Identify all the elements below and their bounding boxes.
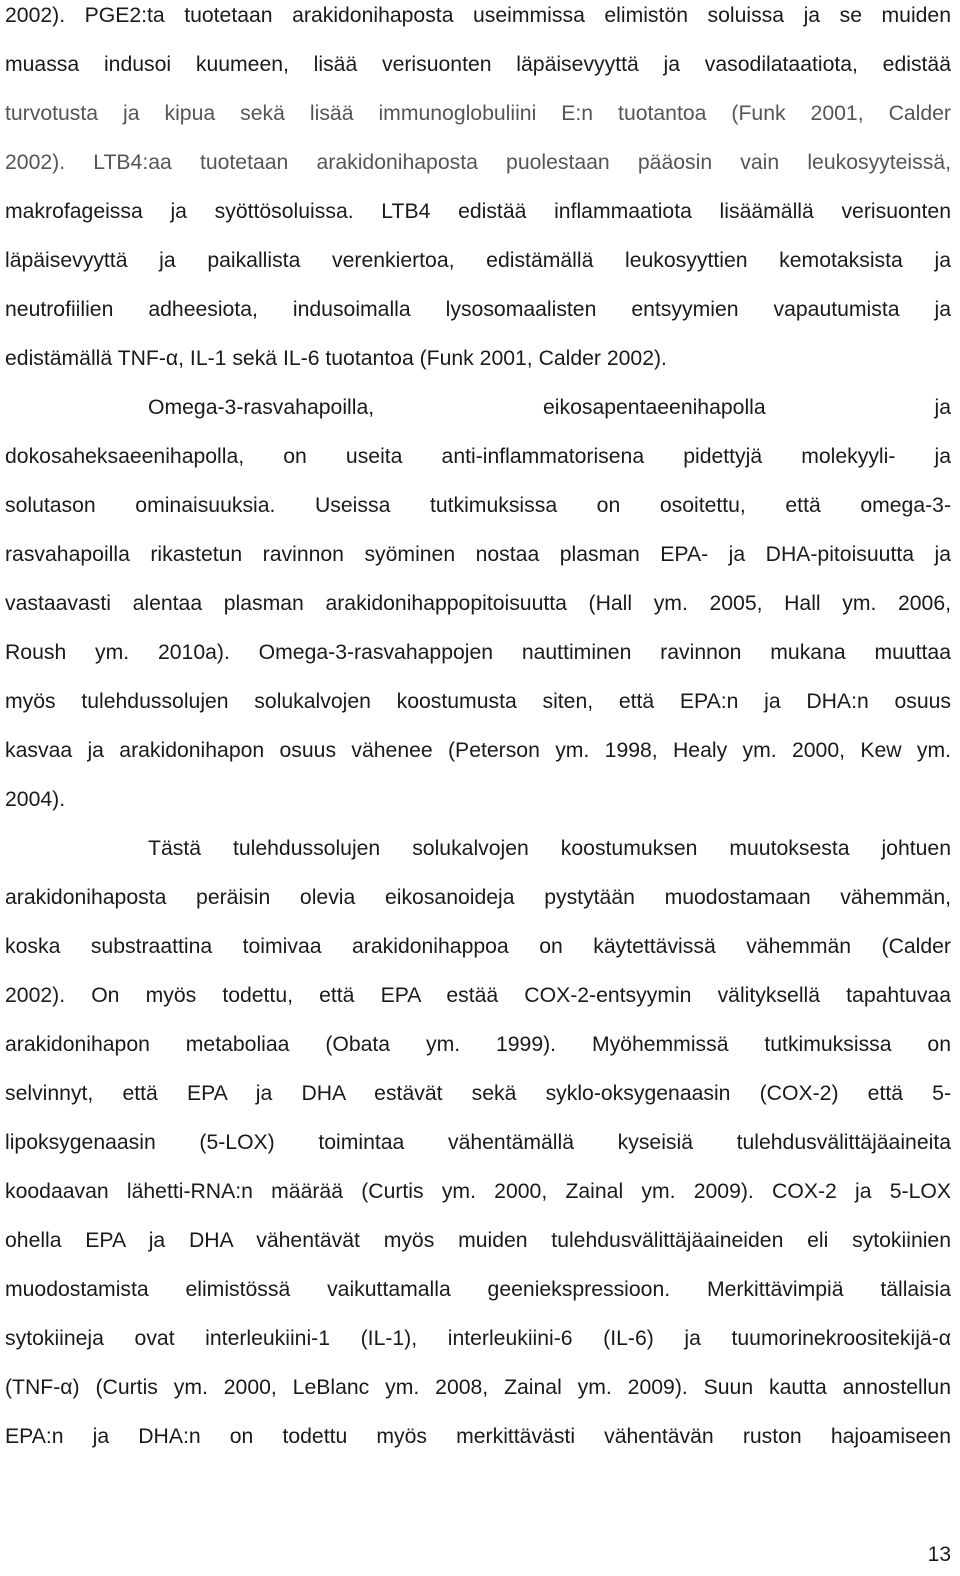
text-line: 2002). PGE2:ta tuotetaan arakidonihaposta useimmissa elimistön soluissa ja se muiden	[5, 4, 951, 27]
text-line: myös tulehdussolujen solukalvojen koostumusta siten, että EPA:n ja DHA:n osuus	[5, 690, 951, 713]
text-line: lipoksygenaasin (5-LOX) toimintaa vähentämällä kyseisiä tulehdusvälittäjäaineita	[5, 1131, 951, 1154]
text-line: arakidonihapon metaboliaa (Obata ym. 1999). Myöhemmissä tutkimuksissa on	[5, 1033, 951, 1056]
text-line: selvinnyt, että EPA ja DHA estävät sekä syklo-oksygenaasin (COX-2) että 5-	[5, 1082, 951, 1105]
text-line: kasvaa ja arakidonihapon osuus vähenee (Peterson ym. 1998, Healy ym. 2000, Kew ym.	[5, 739, 951, 762]
text-line: neutrofiilien adheesiota, indusoimalla lysosomaalisten entsyymien vapautumista ja	[5, 298, 951, 321]
text-line: sytokiineja ovat interleukiini-1 (IL-1), interleukiini-6 (IL-6) ja tuumorinekroositekijä-α	[5, 1327, 951, 1350]
text-line: Roush ym. 2010a). Omega-3-rasvahappojen nauttiminen ravinnon mukana muuttaa	[5, 641, 951, 664]
text-line: 2002). On myös todettu, että EPA estää COX-2-entsyymin välityksellä tapahtuvaa	[5, 984, 951, 1007]
text-line: turvotusta ja kipua sekä lisää immunoglobuliini E:n tuotantoa (Funk 2001, Calder	[5, 102, 951, 125]
text-line: rasvahapoilla rikastetun ravinnon syöminen nostaa plasman EPA- ja DHA-pitoisuutta ja	[5, 543, 951, 566]
page-number: 13	[927, 1543, 951, 1566]
text-line: Tästä tulehdussolujen solukalvojen koostumuksen muutoksesta johtuen	[148, 837, 951, 860]
text-line: EPA:n ja DHA:n on todettu myös merkittävästi vähentävän ruston hajoamiseen	[5, 1425, 951, 1448]
text-line: 2002). LTB4:aa tuotetaan arakidonihaposta puolestaan pääosin vain leukosyyteissä,	[5, 151, 951, 174]
text-line: dokosaheksaeenihapolla, on useita anti-inflammatorisena pidettyjä molekyyli- ja	[5, 445, 951, 468]
text-line: vastaavasti alentaa plasman arakidonihappopitoisuutta (Hall ym. 2005, Hall ym. 2006,	[5, 592, 951, 615]
text-line: läpäisevyyttä ja paikallista verenkiertoa, edistämällä leukosyyttien kemotaksista ja	[5, 249, 951, 272]
text-line: arakidonihaposta peräisin olevia eikosanoideja pystytään muodostamaan vähemmän,	[5, 886, 951, 909]
text-line: Omega-3-rasvahapoilla, eikosapentaeenihapolla ja	[148, 396, 951, 419]
text-line: (TNF-α) (Curtis ym. 2000, LeBlanc ym. 2008, Zainal ym. 2009). Suun kautta annostellun	[5, 1376, 951, 1399]
text-line: koska substraattina toimivaa arakidonihappoa on käytettävissä vähemmän (Calder	[5, 935, 951, 958]
text-line: muodostamista elimistössä vaikuttamalla geeniekspressioon. Merkittävimpiä tällaisia	[5, 1278, 951, 1301]
text-line: solutason ominaisuuksia. Useissa tutkimuksissa on osoitettu, että omega-3-	[5, 494, 951, 517]
text-line: 2004).	[5, 788, 66, 811]
text-line: koodaavan lähetti-RNA:n määrää (Curtis ym. 2000, Zainal ym. 2009). COX-2 ja 5-LOX	[5, 1180, 951, 1203]
text-line: makrofageissa ja syöttösoluissa. LTB4 edistää inflammaatiota lisäämällä verisuonten	[5, 200, 951, 223]
text-line: ohella EPA ja DHA vähentävät myös muiden tulehdusvälittäjäaineiden eli sytokiinien	[5, 1229, 951, 1252]
text-line: edistämällä TNF-α, IL-1 sekä IL-6 tuotantoa (Funk 2001, Calder 2002).	[5, 347, 667, 370]
text-line: muassa indusoi kuumeen, lisää verisuonten läpäisevyyttä ja vasodilataatiota, edistää	[5, 53, 951, 76]
